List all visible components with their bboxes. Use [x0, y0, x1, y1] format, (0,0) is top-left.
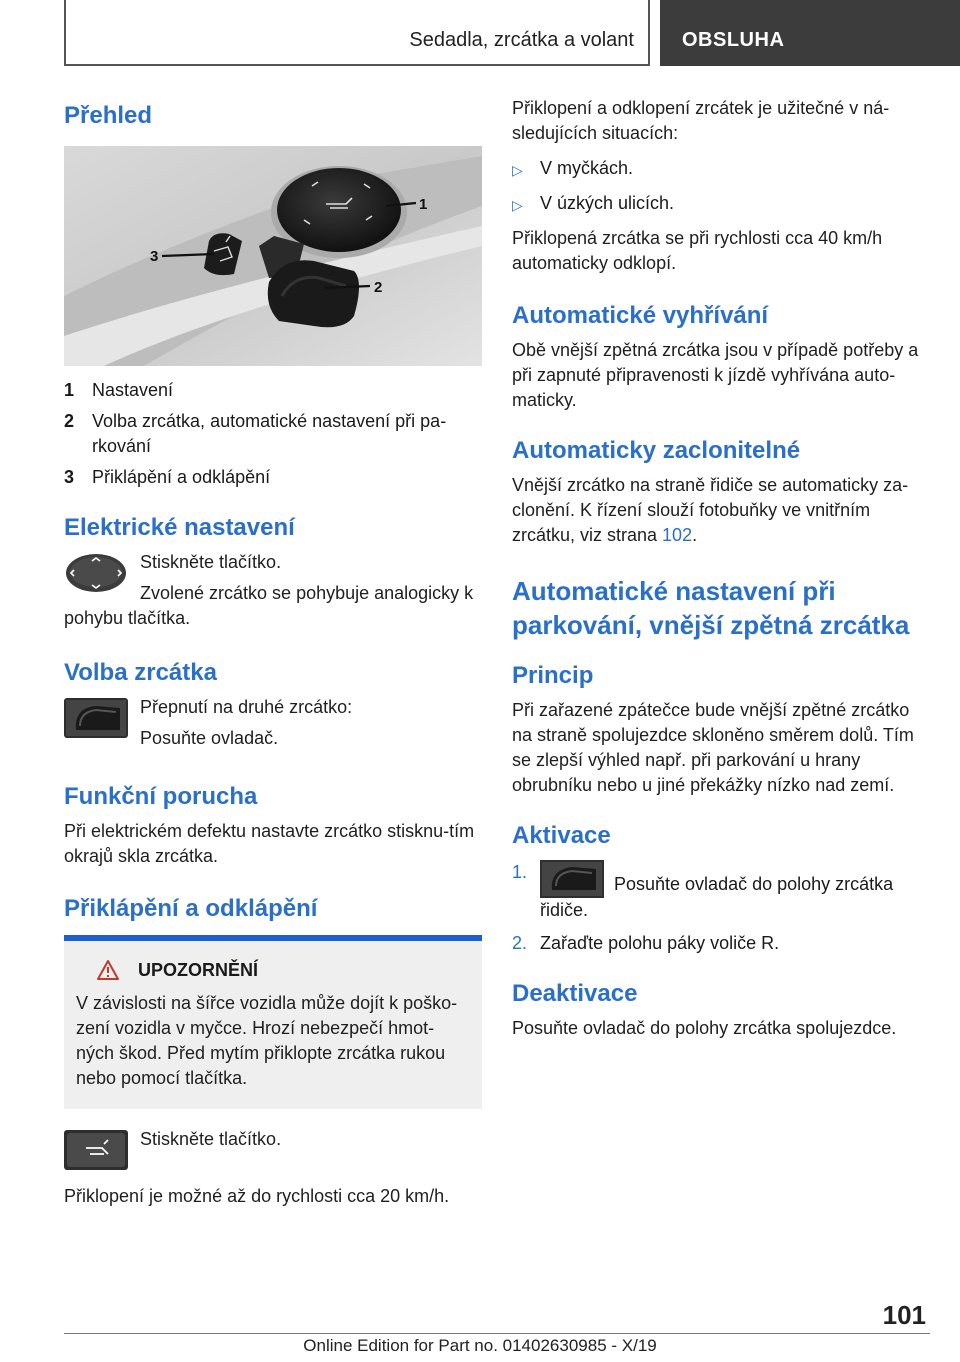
legend-item [64, 409, 482, 459]
footer-rule [64, 1333, 930, 1334]
fold-situations-list [512, 156, 930, 218]
principle-text: Při zařazené zpátečce bude vnější zpětné zrcátko na straně spolujezdce skloněno směrem dolů. Tím se zlepší výhled např. při parkování u hrany obrubníku nebo u jiné překážky nízko nad zemí. [512, 700, 914, 795]
dim-text-end: . [692, 525, 698, 545]
warning-title: UPOZORNĚNÍ [138, 959, 259, 980]
page-number: 101 [882, 1300, 926, 1330]
activation-step [512, 860, 930, 923]
step-text: Zařaďte polohu páky voliče R. [540, 933, 780, 953]
chapter-tab-label: OBSLUHA [682, 29, 785, 51]
step-number: 2. [512, 933, 528, 953]
legend-number: 1 [64, 380, 75, 400]
deactivation-text: Posuňte ovladač do polohy zrcátka spolujezdce. [512, 1018, 897, 1038]
electric-text-1: Stiskněte tlačítko. [140, 552, 282, 572]
mirror-selector-switch-icon [64, 698, 128, 738]
section-title-box [64, 0, 650, 66]
photo-callout-3: 3 [150, 248, 159, 265]
speed-note: Přiklopená zrcátka se při rychlosti cca 40 km/h automaticky odklopí. [512, 228, 883, 273]
fold-paragraph [64, 1127, 482, 1152]
warning-text: V závislosti na šířce vozidla může dojít k poško-zení vozidla v myčce. Hrozí nebezpečí hmot-ných škod. Před mytím přiklopte zrcátka rukou nebo pomocí tlačítka. [76, 993, 458, 1088]
heat-text: Obě vnější zpětná zrcátka jsou v případě potřeby a při zapnuté připravenosti k jízdě vyhřívána auto-maticky. [512, 340, 919, 410]
left-column [64, 100, 482, 1209]
activation-heading: Aktivace [512, 822, 611, 849]
fold-heading: Přiklápění a odklápění [64, 895, 318, 922]
page-header [64, 0, 960, 66]
step-number: 1. [512, 862, 528, 882]
step-body [540, 860, 930, 923]
dim-text [512, 473, 930, 548]
bullet-triangle-icon: ▷ [512, 162, 523, 178]
mirror-controls-photo [64, 146, 482, 366]
warning-triangle-icon [96, 959, 120, 981]
electric-heading: Elektrické nastavení [64, 514, 295, 541]
fold-text-1: Stiskněte tlačítko. [140, 1129, 282, 1149]
legend-text: Volba zrcátka, automatické nastavení při pa-rkování [92, 411, 447, 456]
heat-heading: Automatické vyhřívání [512, 302, 769, 329]
chapter-tab[interactable] [660, 0, 960, 66]
overview-heading: Přehled [64, 102, 153, 129]
list-item [512, 191, 930, 218]
list-item-text: V myčkách. [540, 158, 634, 178]
principle-heading: Princip [512, 662, 594, 689]
select-text-2: Posuňte ovladač. [140, 728, 279, 748]
page-reference-link[interactable]: 102 [662, 525, 693, 545]
list-item-text: V úzkých ulicích. [540, 193, 675, 213]
deactivation-heading: Deaktivace [512, 980, 638, 1007]
fold-text-2: Přiklopení je možné až do rychlosti cca 20 km/h. [64, 1186, 450, 1206]
mirror-fold-button-icon [64, 1130, 128, 1170]
warning-title-row [76, 959, 470, 981]
select-text-1: Přepnutí na druhé zrcátko: [140, 697, 353, 717]
legend-text: Nastavení [92, 380, 174, 400]
photo-callout-1: 1 [419, 196, 428, 213]
dim-heading: Automaticky zaclonitelné [512, 437, 801, 464]
photo-legend [64, 378, 482, 490]
step-text: Posuňte ovladač do polohy zrcátka řidiče. [540, 874, 894, 920]
bullet-triangle-icon: ▷ [512, 197, 523, 213]
activation-step [512, 931, 930, 956]
legend-item [64, 465, 482, 490]
fault-text: Při elektrickém defektu nastavte zrcátko stisknu-tím okrajů skla zrcátka. [64, 821, 475, 866]
right-column [512, 96, 930, 1041]
select-heading: Volba zrcátka [64, 659, 217, 686]
electric-paragraph [64, 550, 482, 631]
fold-intro: Přiklopení a odklopení zrcátek je užitečné v ná-sledujících situacích: [512, 98, 890, 143]
mirror-adjust-button-icon [64, 553, 128, 593]
select-paragraph [64, 695, 482, 751]
section-title: Sedadla, zrcátka a volant [409, 29, 634, 51]
electric-text-2: Zvolené zrcátko se pohybuje analogicky k pohybu tlačítka. [64, 583, 474, 628]
legend-number: 2 [64, 411, 75, 431]
dim-text-body: Vnější zrcátko na straně řidiče se automaticky za-clonění. K řízení slouží fotobuňky ve vnitřním zrcátku, viz strana [512, 475, 909, 545]
legend-number: 3 [64, 467, 75, 487]
legend-text: Přiklápění a odklápění [92, 467, 271, 487]
mirror-selector-switch-icon [540, 860, 604, 898]
list-item [512, 156, 930, 183]
warning-box [64, 941, 482, 1109]
legend-item [64, 378, 482, 403]
fault-heading: Funkční porucha [64, 783, 258, 810]
edition-footer: Online Edition for Part no. 01402630985 - X/19 [303, 1336, 657, 1355]
photo-callout-2: 2 [374, 279, 383, 296]
park-heading: Automatické nastavení při parkování, vnější zpětná zrcátka [512, 576, 910, 640]
